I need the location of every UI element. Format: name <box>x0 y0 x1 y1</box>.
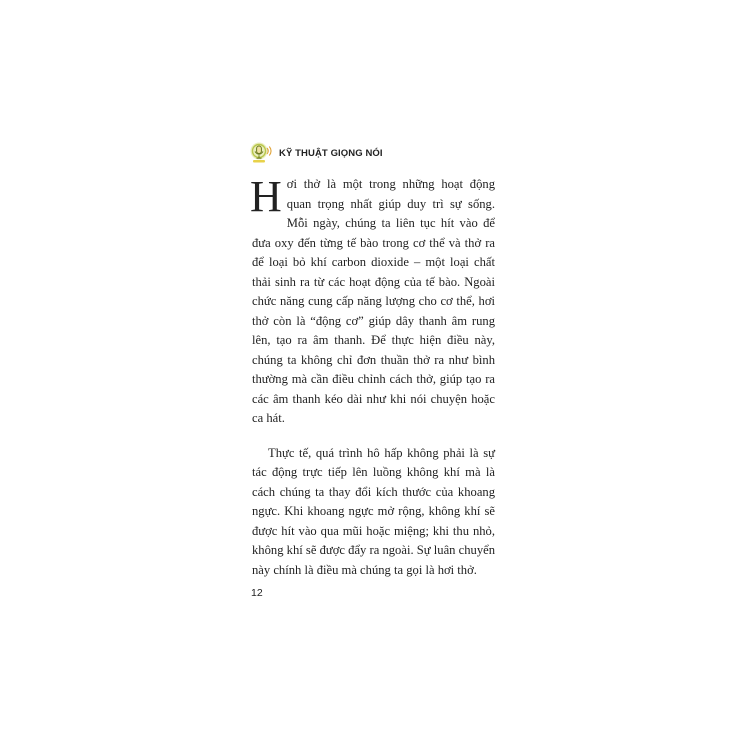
microphone-sound-icon <box>250 141 274 165</box>
drop-cap: H <box>250 172 282 221</box>
main-text <box>250 172 495 580</box>
chapter-header <box>250 141 383 165</box>
paragraph-1-text: ơi thở là một trong những hoạt động quan trọng nhất giúp duy trì sự sống. Mỗi ngày, chúng ta liên tục hít vào để đưa oxy đến từng tế bào trong cơ thể và thở ra để loại bỏ khí carbon dioxide – một loại chất thải sinh ra từ các hoạt động của tế bào. Ngoài chức năng cung cấp năng lượng cho cơ thể, hơi thở còn là “động cơ” giúp dây thanh âm rung lên, tạo ra âm thanh. Để thực hiện điều này, chúng ta không chỉ đơn thuần thở ra như bình thường mà cần điều chỉnh cách thở, giúp tạo ra các âm thanh kéo dài như khi nói chuyện hoặc ca hát. <box>252 177 495 425</box>
chapter-title: KỸ THUẬT GIỌNG NÓI <box>279 147 383 159</box>
paragraph-2: Thực tế, quá trình hô hấp không phải là sự tác động trực tiếp lên luồng không khí mà là cách chúng ta thay đổi kích thước của khoang ngực. Khi khoang ngực mở rộng, không khí sẽ được hít vào qua mũi hoặc miệng; khi thu nhỏ, không khí sẽ được đẩy ra ngoài. Sự luân chuyển này chính là điều mà chúng ta gọi là hơi thở. <box>252 445 495 577</box>
paragraph-1 <box>250 172 495 429</box>
page-number: 12 <box>251 587 263 599</box>
